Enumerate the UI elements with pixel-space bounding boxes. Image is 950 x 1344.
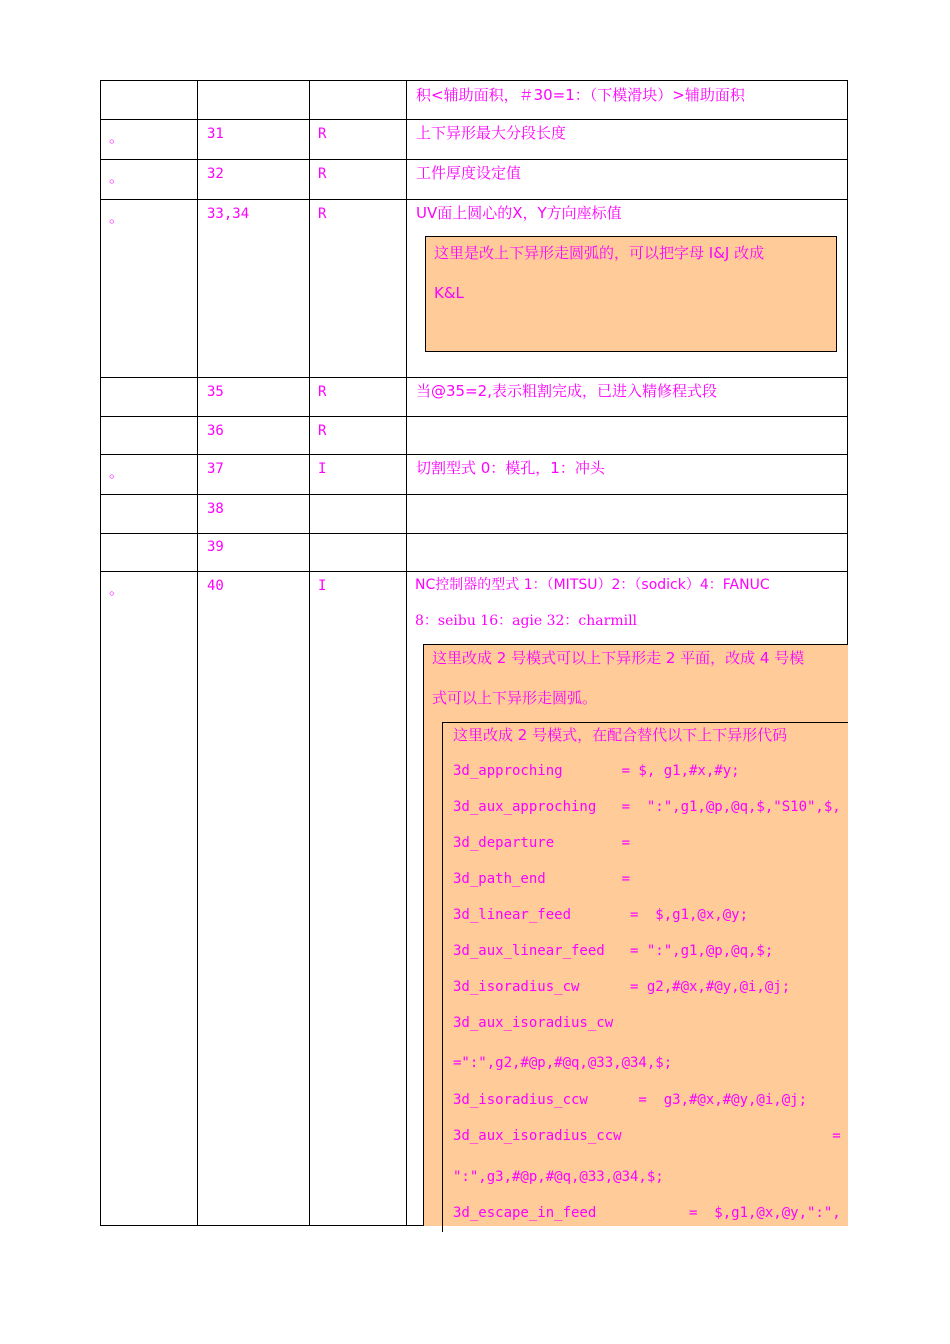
row-type: R [318, 166, 327, 182]
column-divider [309, 81, 310, 1225]
code-line: 3d_escape_in_feed = $,g1,@x,@y,":", [453, 1205, 841, 1221]
row-divider [101, 119, 847, 120]
row-desc: NC控制器的型式 1：（MITSU）2：（sodick）4：FANUC [415, 577, 770, 593]
row-mark: 。 [109, 208, 125, 226]
code-line: 3d_aux_linear_feed = ":",g1,@p,@q,$; [453, 943, 774, 959]
row-number: 33,34 [207, 206, 250, 222]
row-divider [101, 494, 847, 495]
column-divider [197, 81, 198, 1225]
row-desc: 切割型式 0：模孔，1：冲头 [416, 459, 605, 477]
row-type: R [318, 423, 327, 439]
row-number: 35 [207, 384, 224, 400]
row-divider [101, 533, 847, 534]
row-desc: UV面上圆心的X，Y方向座标值 [416, 204, 622, 222]
row-desc: 上下异形最大分段长度 [416, 124, 567, 142]
code-line: 3d_aux_isoradius_cw [453, 1015, 614, 1031]
code-box [442, 722, 848, 1232]
code-line: 3d_departure = [453, 835, 631, 851]
row-desc: 8：seibu 16：agie 32：charmill [415, 613, 638, 629]
row-type: R [318, 384, 327, 400]
note-box-arc [425, 236, 837, 352]
code-title: 这里改成 2 号模式，在配合替代以下上下异形代码 [453, 726, 788, 744]
row-desc: 当@35=2,表示粗割完成，已进入精修程式段 [416, 382, 717, 400]
row-number: 38 [207, 501, 224, 517]
row-divider [101, 416, 847, 417]
row-number: 31 [207, 126, 224, 142]
row-number: 36 [207, 423, 224, 439]
row-divider [101, 454, 847, 455]
column-divider [406, 81, 407, 1225]
row-divider [101, 159, 847, 160]
parameter-table [100, 80, 848, 1226]
code-line: 3d_aux_isoradius_ccw = [453, 1128, 841, 1144]
note-text: 这里是改上下异形走圆弧的，可以把字母 I&J 改成 [434, 244, 765, 262]
code-line: 3d_linear_feed = $,g1,@x,@y; [453, 907, 749, 923]
row-type: R [318, 126, 327, 142]
row-type: I [318, 578, 327, 594]
note-text: 这里改成 2 号模式可以上下异形走 2 平面，改成 4 号模 [432, 649, 805, 667]
row-mark: 。 [109, 580, 125, 598]
code-line: 3d_approching = $, g1,#x,#y; [453, 763, 740, 779]
row-mark: 。 [109, 128, 125, 146]
row-mark: 。 [109, 463, 125, 481]
row-divider [101, 377, 847, 378]
code-line: ":",g3,#@p,#@q,@33,@34,$; [453, 1169, 664, 1185]
row-number: 32 [207, 166, 224, 182]
row-number: 39 [207, 539, 224, 555]
row-desc: 积<辅助面积，＃30=1：（下模滑块）>辅助面积 [416, 86, 745, 104]
code-line: 3d_isoradius_cw = g2,#@x,#@y,@i,@j; [453, 979, 791, 995]
code-line: 3d_aux_approching = ":",g1,@p,@q,$,"S10",$, [453, 799, 841, 815]
row-divider [101, 571, 847, 572]
code-line: 3d_isoradius_ccw = g3,#@x,#@y,@i,@j; [453, 1092, 808, 1108]
row-desc: 工件厚度设定值 [416, 164, 522, 182]
row-type: R [318, 206, 327, 222]
row-number: 37 [207, 461, 224, 477]
note-text: 式可以上下异形走圆弧。 [432, 689, 598, 707]
code-line: 3d_path_end = [453, 871, 631, 887]
row-type: I [318, 461, 327, 477]
code-line: =":",g2,#@p,#@q,@33,@34,$; [453, 1055, 673, 1071]
row-number: 40 [207, 578, 224, 594]
row-mark: 。 [109, 168, 125, 186]
row-divider [101, 199, 847, 200]
note-text: K&L [434, 284, 464, 302]
note-box-mode [423, 644, 848, 1226]
